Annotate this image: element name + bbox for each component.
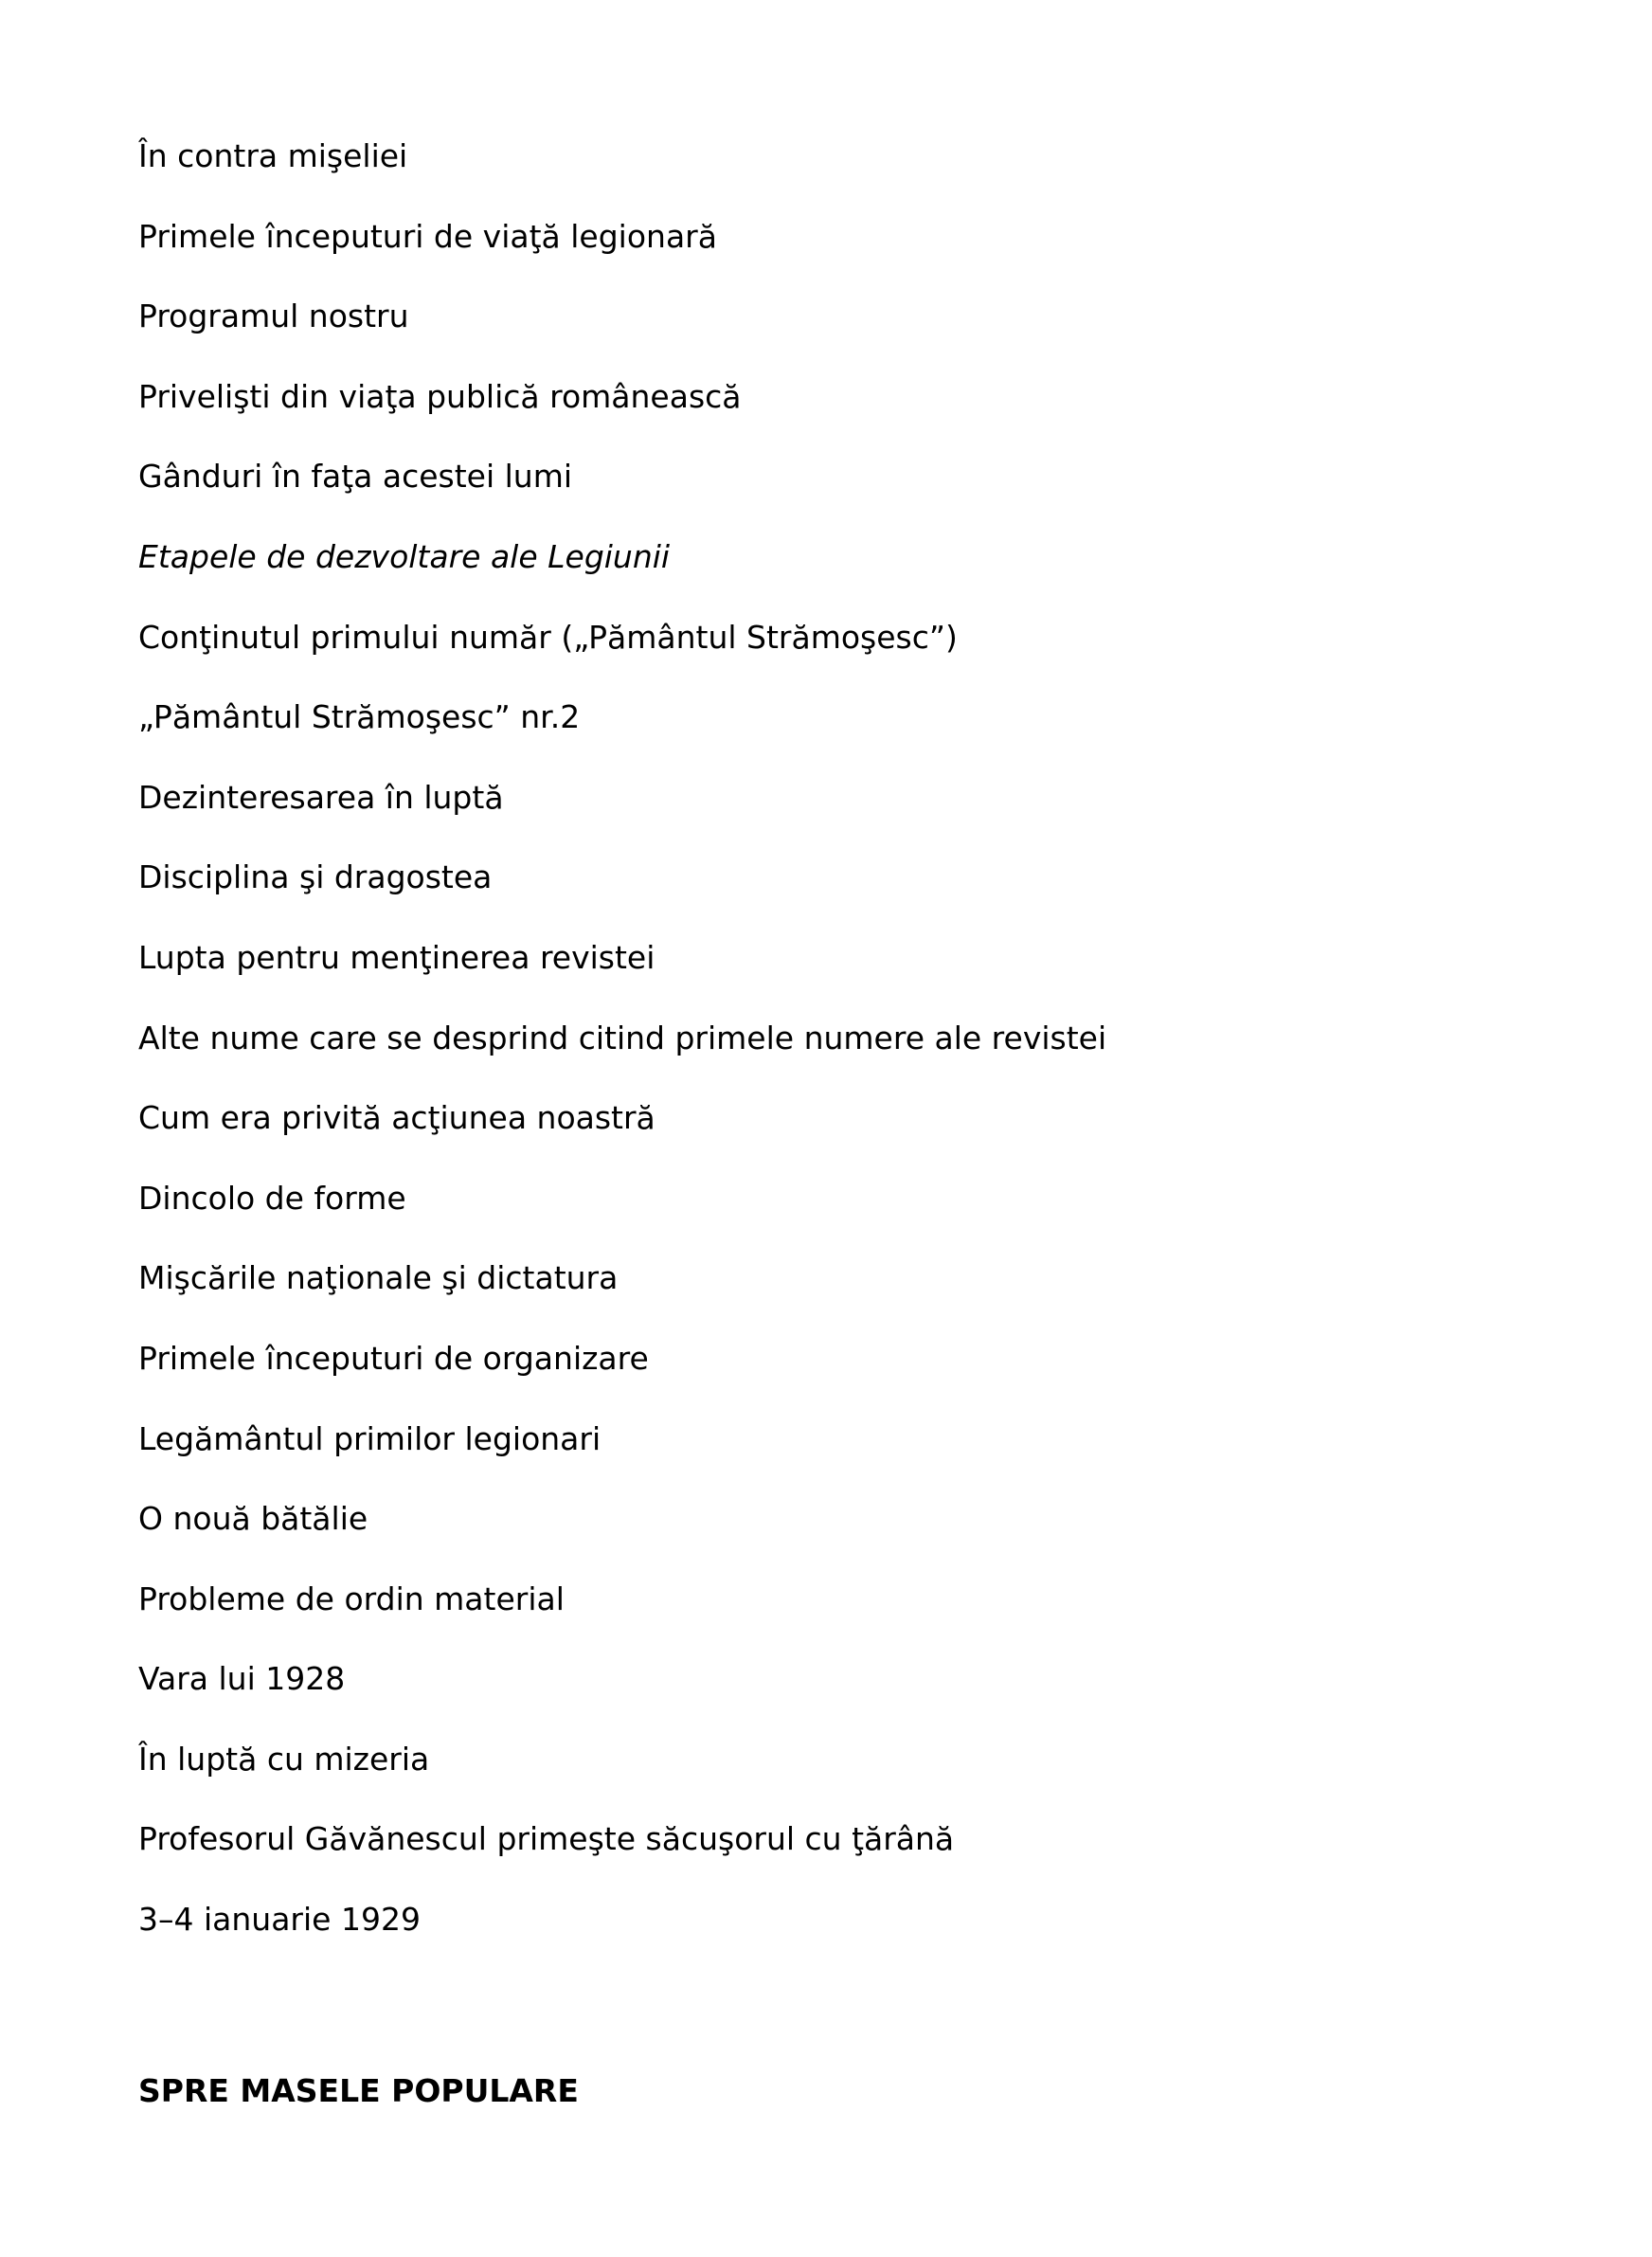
toc-entry: Primele începuturi de viaţă legionară: [138, 217, 717, 255]
toc-entry: În contra mişeliei: [138, 137, 408, 174]
toc-entry: Conţinutul primului număr („Pământul Strămoşesc”): [138, 618, 958, 656]
toc-entry: Primele începuturi de organizare: [138, 1339, 649, 1377]
toc-entry: Disciplina şi dragostea: [138, 858, 493, 896]
toc-entry: Privelişti din viaţa publică românească: [138, 377, 742, 415]
section-heading: SPRE MASELE POPULARE: [138, 2072, 579, 2109]
toc-entry: Programul nostru: [138, 298, 409, 335]
toc-entry: Dincolo de forme: [138, 1179, 406, 1217]
toc-entry: Profesorul Găvănescul primeşte săcuşorul cu ţărână: [138, 1820, 955, 1858]
toc-entry-italic: Etapele de dezvoltare ale Legiunii: [138, 537, 671, 575]
toc-entry: Dezinteresarea în luptă: [138, 778, 504, 816]
toc-entry: Mişcările naţionale şi dictatura: [138, 1259, 619, 1297]
toc-entry: Vara lui 1928: [138, 1660, 346, 1698]
toc-entry: Lupta pentru menţinerea revistei: [138, 938, 655, 976]
toc-entry: Cum era privită acţiunea noastră: [138, 1099, 655, 1137]
toc-entry: 3–4 ianuarie 1929: [138, 1901, 421, 1939]
toc-entry: Alte nume care se desprind citind primele numere ale revistei: [138, 1019, 1107, 1056]
toc-entry: Probleme de ordin material: [138, 1580, 565, 1617]
toc-entry: O nouă bătălie: [138, 1500, 368, 1538]
table-of-contents: [138, 137, 1559, 1981]
toc-entry: Gânduri în faţa acestei lumi: [138, 458, 573, 496]
toc-entry: „Pământul Strămoşesc” nr.2: [138, 698, 581, 736]
toc-entry: Legământul primilor legionari: [138, 1419, 602, 1457]
toc-entry: În luptă cu mizeria: [138, 1740, 430, 1778]
